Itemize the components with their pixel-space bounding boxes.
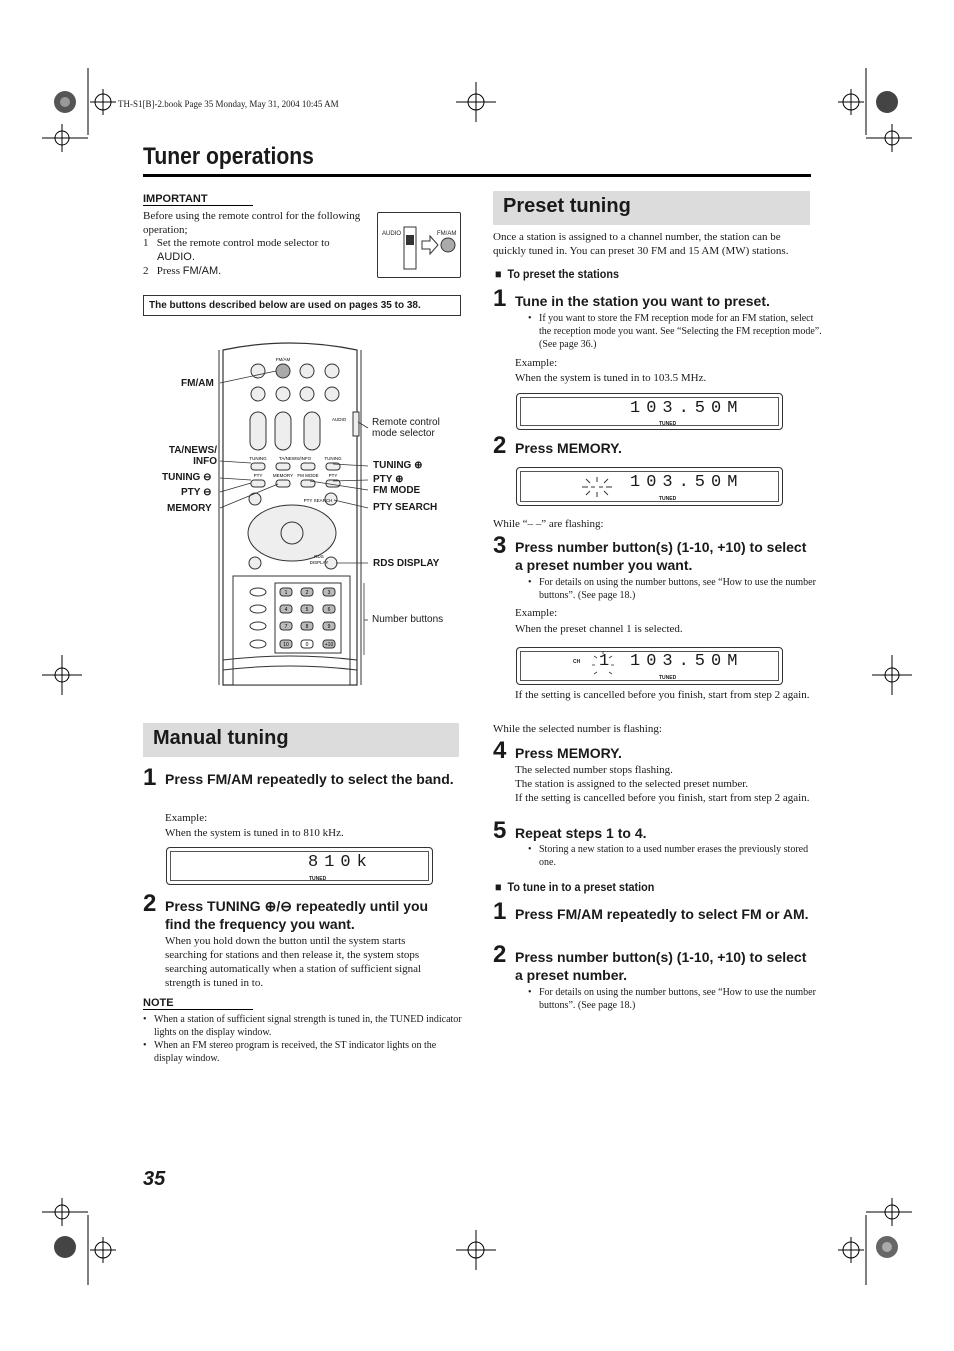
- minus-circle-icon: ⊖: [203, 487, 212, 498]
- step-bullets: [527, 312, 822, 351]
- printed-memory: MEMORY: [272, 473, 294, 478]
- label-text: TUNING: [373, 460, 412, 471]
- step-value: FM/AM.: [182, 265, 222, 277]
- preset-channel: 1: [599, 652, 610, 671]
- note-heading: NOTE: [143, 997, 253, 1010]
- num-key-10: 10: [283, 642, 289, 648]
- label-fmam: FM/AM: [181, 378, 214, 389]
- important-intro: Before using the remote control for the following operation;: [143, 210, 361, 236]
- label-memory: MEMORY: [167, 503, 212, 514]
- label-tuning-minus: [162, 472, 212, 483]
- step-num: 1: [143, 237, 149, 249]
- num-key-4: 4: [284, 607, 288, 613]
- note-list: [142, 1013, 466, 1065]
- tuned-indicator: TUNED: [659, 421, 677, 427]
- num-key-plus10: +10: [324, 642, 334, 648]
- num-key-0: 0: [305, 642, 309, 648]
- step-bullets: [527, 843, 822, 869]
- display-value: 810k: [308, 853, 373, 872]
- label-pty-minus: [181, 487, 211, 498]
- printed-tuning-plus: TUNING: [324, 456, 342, 461]
- example-label: Example:: [515, 607, 558, 619]
- bullet: • For details on using the number buttons, see “How to use the number buttons”. (See page 18.): [539, 576, 822, 602]
- switch-label-fmam: FM/AM: [437, 231, 457, 237]
- tuned-indicator: TUNED: [659, 496, 677, 502]
- num-key-9: 9: [327, 624, 331, 630]
- step-text: Press MEMORY.: [515, 745, 622, 761]
- label-mode-line1: Remote control: [372, 417, 440, 428]
- tuned-indicator: TUNED: [659, 675, 677, 681]
- label-text: PTY: [181, 487, 201, 498]
- label-fm-mode: FM MODE: [373, 485, 421, 496]
- ch-indicator: CH: [573, 659, 581, 665]
- step-text: Press MEMORY.: [515, 440, 622, 456]
- body-line: The station is assigned to the selected preset number.: [515, 778, 749, 790]
- subheading-text: To preset the stations: [507, 267, 619, 281]
- step-number: 1: [143, 764, 157, 791]
- step-num: 2: [143, 265, 149, 277]
- note-item: • When an FM stereo program is received, the ST indicator lights on the display window.: [154, 1039, 466, 1065]
- step-text-b: repeatedly until you find the frequency you want.: [165, 898, 429, 932]
- label-mode-selector: [372, 417, 440, 439]
- num-key-3: 3: [327, 590, 331, 596]
- example-text: When the preset channel 1 is selected.: [515, 623, 683, 635]
- step-text: Set the remote control mode selector to: [156, 237, 330, 249]
- example-label: Example:: [165, 812, 208, 824]
- step-number: 2: [493, 432, 507, 459]
- step-text: Press FM/AM repeatedly to select FM or AM.: [515, 906, 809, 922]
- step-number: 3: [493, 532, 507, 559]
- flash-note: While “– –” are flashing:: [493, 518, 604, 530]
- section-heading: Preset tuning: [503, 195, 631, 217]
- num-key-6: 6: [327, 607, 331, 613]
- bullet: • For details on using the number buttons, see “How to use the number buttons”. (See page 18.): [539, 986, 822, 1012]
- label-text: TUNING: [162, 472, 201, 483]
- display-window: [516, 467, 783, 506]
- preset-intro: Once a station is assigned to a channel number, the station can be quickly tuned in. You can preset 30 FM and 15 AM (MW) stations.: [493, 231, 789, 257]
- step-text: Press FM/AM repeatedly to select the band.: [165, 771, 454, 787]
- step-number: 4: [493, 737, 507, 764]
- section-preset-tuning: [493, 191, 810, 225]
- step-number: 1: [493, 898, 507, 925]
- num-key-2: 2: [305, 590, 309, 596]
- display-value: 103.50M: [630, 399, 744, 418]
- label-mode-line2: mode selector: [372, 428, 435, 439]
- label-number-buttons: Number buttons: [372, 614, 444, 625]
- label-pty-search: PTY SEARCH: [373, 502, 438, 513]
- plus-circle-icon: ⊕: [395, 474, 404, 485]
- step-value: AUDIO.: [157, 251, 195, 263]
- printed-pty-minus: PTY: [253, 473, 263, 478]
- step-text: Press: [156, 265, 180, 277]
- display-value: 103.50M: [630, 473, 744, 492]
- printed-fmam: FM/AM: [275, 357, 291, 362]
- note-item: • When a station of sufficient signal strength is tuned in, the TUNED indicator lights on the display window.: [154, 1013, 466, 1039]
- step-bullets: [527, 986, 822, 1012]
- minus-circle-icon: ⊖: [203, 472, 212, 483]
- subheading-text: To tune in to a preset station: [507, 880, 655, 894]
- flashing-dashes-icon: [577, 476, 617, 498]
- num-key-7: 7: [284, 624, 288, 630]
- num-key-1: 1: [284, 590, 288, 596]
- square-bullet-icon: ■: [495, 880, 502, 894]
- bullet: • If you want to store the FM reception mode for an FM station, select the reception mode you want. See “Selecting the FM reception mode”. (See page 36.): [539, 312, 822, 351]
- step-text: Repeat steps 1 to 4.: [515, 825, 647, 841]
- label-pty-plus: [373, 474, 403, 485]
- step-text-a: Press TUNING: [165, 898, 261, 914]
- printed-pty-search: PTY SEARCH: [303, 498, 333, 503]
- example-label: Example:: [515, 357, 558, 369]
- bullet: • Storing a new station to a used number erases the previously stored one.: [539, 843, 822, 869]
- display-window: [516, 647, 783, 685]
- display-window: [516, 393, 783, 430]
- printed-rds-1: RDS: [314, 554, 324, 559]
- step-number: 2: [143, 890, 157, 917]
- step-body: [515, 763, 810, 805]
- step-text: [165, 897, 455, 933]
- page-number: 35: [143, 1168, 166, 1190]
- label-text: PTY: [373, 474, 393, 485]
- printed-tuning-minus: TUNING: [249, 456, 267, 461]
- file-stamp: TH-S1[B]-2.book Page 35 Monday, May 31, 2004 10:45 AM: [118, 99, 339, 109]
- example-text: When the system is tuned in to 103.5 MHz.: [515, 372, 707, 384]
- printed-pty-plus: PTY: [328, 473, 338, 478]
- important-heading: IMPORTANT: [143, 193, 253, 206]
- body-line: If the setting is cancelled before you finish, start from step 2 again.: [515, 792, 810, 804]
- step-text: Press number button(s) (1-10, +10) to select a preset number you want.: [515, 539, 807, 573]
- square-bullet-icon: ■: [495, 267, 502, 281]
- step-bullets: [527, 576, 822, 602]
- switch-label-audio: AUDIO: [382, 231, 402, 237]
- step-number: 2: [493, 941, 507, 968]
- step-number: 1: [493, 285, 507, 312]
- display-window: [166, 847, 433, 885]
- step-text: Press number button(s) (1-10, +10) to select a preset number.: [515, 949, 807, 983]
- section-manual-tuning: [143, 723, 459, 757]
- step-number: 5: [493, 817, 507, 844]
- step-body: When you hold down the button until the system starts searching for stations and then release it, the system stops searching automatically when a station of sufficient signal strength is tuned in to.: [165, 935, 422, 989]
- num-key-8: 8: [305, 624, 309, 630]
- tuned-indicator: TUNED: [309, 876, 327, 882]
- tuning-plus-minus-icon: ⊕/⊖: [264, 898, 292, 914]
- label-ta-news-line1: TA/NEWS/: [168, 445, 217, 456]
- page-title: Tuner operations: [143, 143, 314, 170]
- printed-fm-mode: FM MODE: [297, 473, 319, 478]
- body-line: The selected number stops flashing.: [515, 764, 673, 776]
- label-ta-news-line2: INFO: [193, 456, 217, 467]
- label-tuning-plus: [373, 460, 423, 471]
- printed-rds-2: DISPLAY: [309, 560, 329, 565]
- printed-ta-news-info: TA/NEWS/INFO: [278, 456, 312, 461]
- cancel-note: If the setting is cancelled before you finish, start from step 2 again.: [515, 689, 810, 701]
- label-rds-display: RDS DISPLAY: [373, 558, 440, 569]
- label-ta-news-info: [163, 445, 217, 467]
- section-heading: Manual tuning: [153, 727, 289, 749]
- display-value: 103.50M: [630, 652, 744, 671]
- example-text: When the system is tuned in to 810 kHz.: [165, 827, 344, 839]
- plus-circle-icon: ⊕: [414, 460, 423, 471]
- subheading: [495, 880, 654, 894]
- printed-audio: AUDIO: [332, 417, 347, 422]
- flash-note: While the selected number is flashing:: [493, 723, 662, 735]
- num-key-5: 5: [305, 607, 309, 613]
- subheading: [495, 267, 619, 281]
- step-text: Tune in the station you want to preset.: [515, 293, 770, 309]
- buttons-note: The buttons described below are used on pages 35 to 38.: [143, 295, 461, 316]
